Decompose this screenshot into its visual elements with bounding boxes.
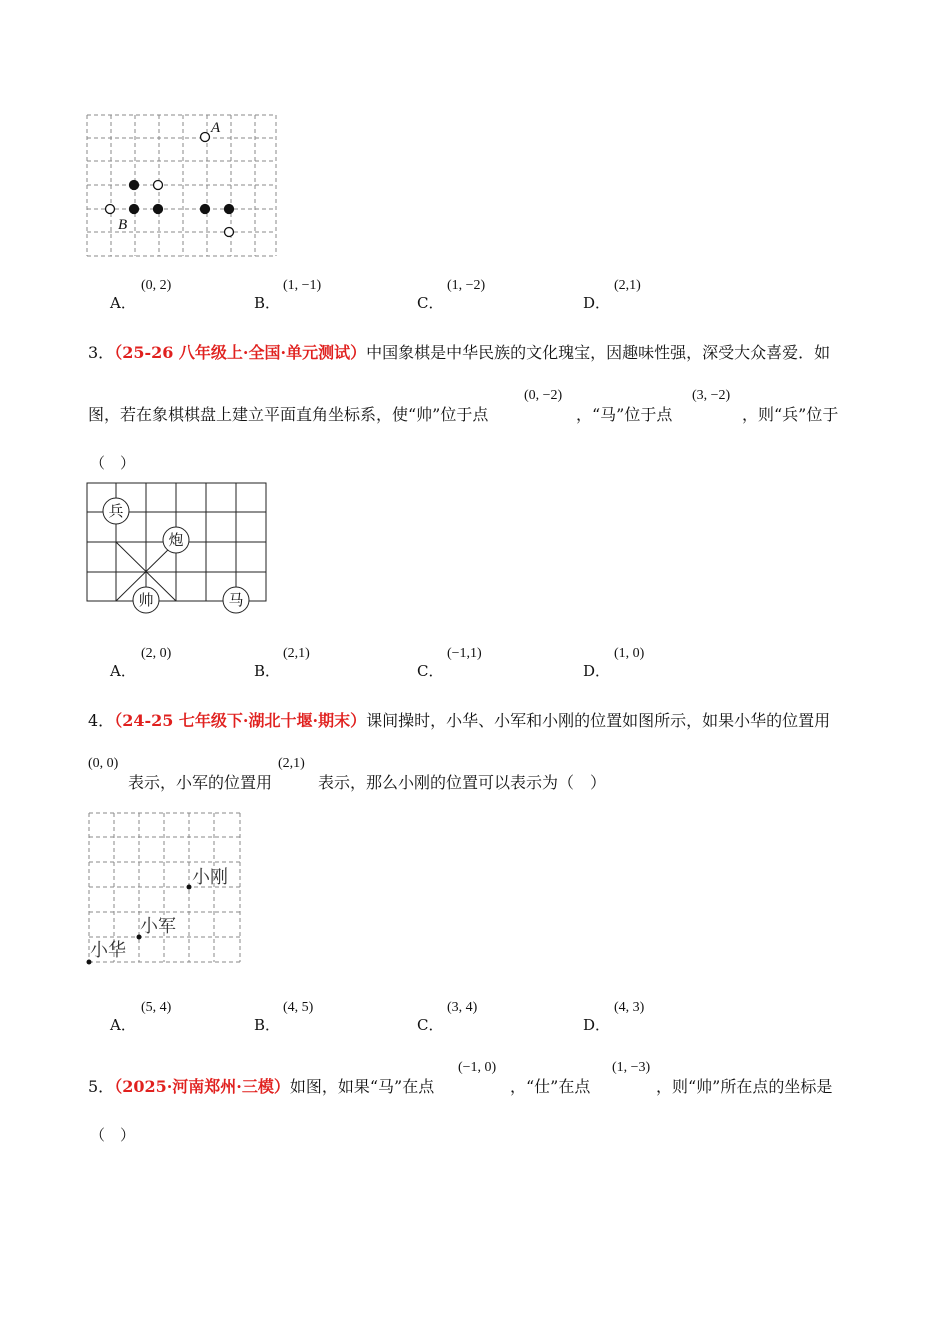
option-c-value: (3, 4) bbox=[447, 1000, 478, 1015]
q5-text1c: ，则“帅”所在点的坐标是 bbox=[656, 1077, 833, 1096]
q4-coord-xiaohua: (0, 0) bbox=[88, 756, 119, 771]
piece-b-open bbox=[106, 205, 115, 214]
option-a-value: (5, 4) bbox=[141, 1000, 172, 1015]
label-xiaojun: 小军 bbox=[140, 916, 176, 937]
option-b[interactable]: B． bbox=[254, 1016, 281, 1034]
option-c[interactable]: C． bbox=[417, 294, 444, 312]
piece-black bbox=[130, 181, 139, 190]
q4-number: 4． bbox=[88, 711, 115, 730]
label-a: A bbox=[211, 120, 221, 136]
piece-shuai-label: 帅 bbox=[138, 591, 154, 609]
q3-text2b: ，“马”位于点 bbox=[576, 405, 673, 424]
q5-coord-ma: (−1, 0) bbox=[458, 1060, 497, 1075]
option-a[interactable]: A． bbox=[110, 1016, 136, 1034]
piece-a-open bbox=[201, 133, 210, 142]
piece-open bbox=[225, 228, 234, 237]
q3-number: 3． bbox=[88, 343, 115, 362]
option-d[interactable]: D． bbox=[583, 1016, 611, 1034]
option-d-value: (4, 3) bbox=[614, 1000, 645, 1015]
q3-line1 bbox=[88, 340, 830, 363]
option-b-value: (4, 5) bbox=[283, 1000, 314, 1015]
q5-number: 5． bbox=[88, 1077, 115, 1096]
point-xiaogang bbox=[187, 885, 192, 890]
q3-coord-ma: (3, −2) bbox=[692, 388, 731, 403]
piece-black bbox=[201, 205, 210, 214]
piece-pao-label: 炮 bbox=[168, 531, 184, 549]
q3-chessboard-figure bbox=[84, 480, 270, 616]
q5-source: （2025·河南郑州·三模） bbox=[114, 1077, 290, 1096]
label-xiaogang: 小刚 bbox=[192, 867, 228, 888]
option-a-value: (2, 0) bbox=[141, 646, 172, 661]
q5-coord-shi: (1, −3) bbox=[612, 1060, 651, 1075]
q4-text2a: 表示，小军的位置用 bbox=[128, 773, 273, 792]
option-d[interactable]: D． bbox=[583, 294, 611, 312]
piece-ma-label: 马 bbox=[228, 591, 244, 609]
q4-coord-xiaojun: (2,1) bbox=[278, 756, 305, 771]
q3-answer-blank[interactable]: （ ） bbox=[90, 454, 136, 472]
option-b-value: (2,1) bbox=[283, 646, 310, 661]
q4-grid-figure bbox=[84, 810, 248, 970]
piece-black bbox=[130, 205, 139, 214]
option-c-value: (1, −2) bbox=[447, 278, 486, 293]
q3-source: （25-26 八年级上·全国·单元测试） bbox=[114, 343, 367, 362]
q4-source: （24-25 七年级下·湖北十堰·期末） bbox=[114, 711, 367, 730]
option-c[interactable]: C． bbox=[417, 662, 444, 680]
q5-answer-blank[interactable]: （ ） bbox=[90, 1126, 136, 1144]
q3-line2: 图，若在象棋棋盘上建立平面直角坐标系，使“帅”位于点 bbox=[88, 405, 489, 424]
option-d-value: (1, 0) bbox=[614, 646, 645, 661]
option-c-value: (−1,1) bbox=[447, 646, 482, 661]
option-c[interactable]: C． bbox=[417, 1016, 444, 1034]
q4-line1 bbox=[88, 708, 830, 731]
piece-black bbox=[225, 205, 234, 214]
label-xiaohua: 小华 bbox=[90, 940, 126, 961]
option-a-value: (0, 2) bbox=[141, 278, 172, 293]
option-d[interactable]: D． bbox=[583, 662, 611, 680]
q3-coord-shuai: (0, −2) bbox=[524, 388, 563, 403]
option-a[interactable]: A． bbox=[110, 662, 136, 680]
q2-grid-figure bbox=[84, 112, 280, 260]
q5-text1b: ，“仕”在点 bbox=[510, 1077, 591, 1096]
q3-text2c: ，则“兵”位于 bbox=[742, 405, 839, 424]
option-b-value: (1, −1) bbox=[283, 278, 322, 293]
q4-text1: 课间操时，小华、小军和小刚的位置如图所示，如果小华的位置用 bbox=[366, 711, 831, 730]
option-b[interactable]: B． bbox=[254, 662, 281, 680]
q5-text1a: 如图，如果“马”在点 bbox=[289, 1077, 435, 1096]
option-b[interactable]: B． bbox=[254, 294, 281, 312]
q5-line1 bbox=[88, 1074, 434, 1097]
label-b: B bbox=[118, 217, 128, 233]
option-d-value: (2,1) bbox=[614, 278, 641, 293]
piece-bing-label: 兵 bbox=[108, 502, 124, 520]
piece-open bbox=[154, 181, 163, 190]
q3-text1: 中国象棋是中华民族的文化瑰宝，因趣味性强，深受大众喜爱．如 bbox=[366, 343, 831, 362]
piece-black bbox=[154, 205, 163, 214]
q4-text2b: 表示，那么小刚的位置可以表示为（ ） bbox=[318, 773, 607, 792]
option-a[interactable]: A． bbox=[110, 294, 136, 312]
